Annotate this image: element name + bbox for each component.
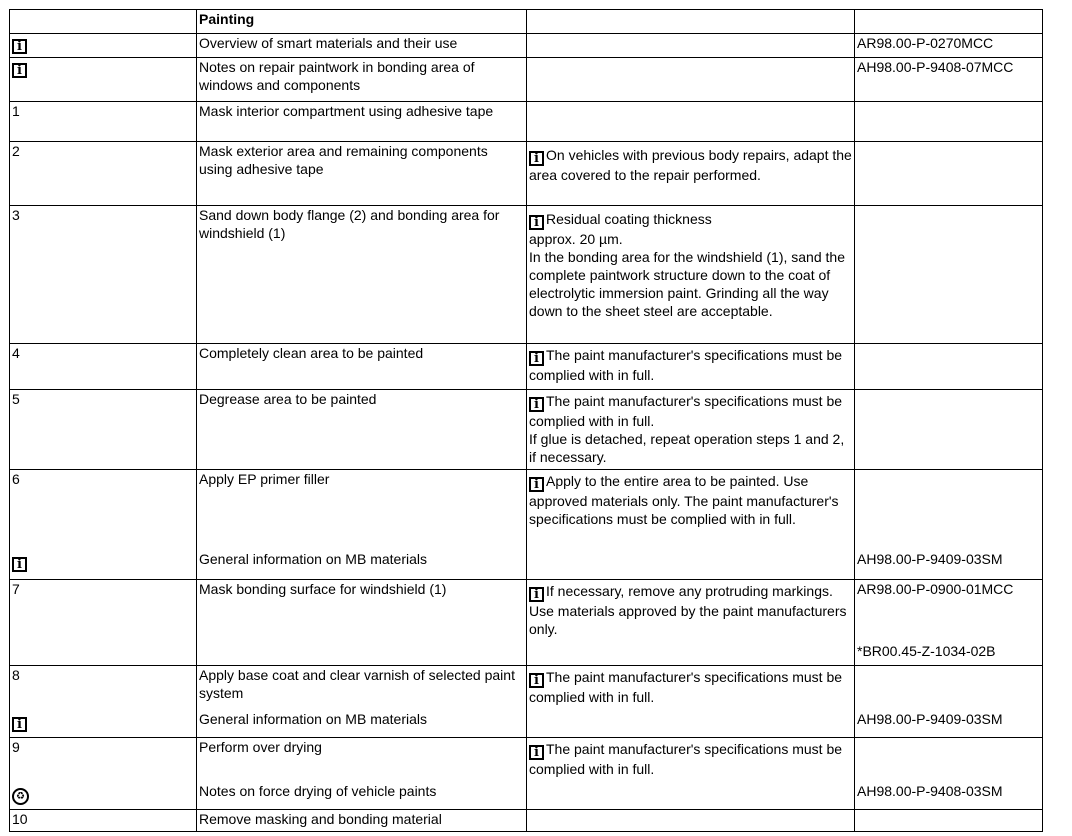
info-icon: i: [529, 397, 544, 412]
info-icon: i: [529, 673, 544, 688]
table-row: [10, 738, 1043, 810]
note-text: The paint manufacturer's specifications must be complied with in full.: [529, 741, 843, 777]
info-icon: i: [529, 477, 544, 492]
note-text: Residual coating thickness: [546, 211, 712, 227]
document-reference-link[interactable]: AH98.00-P-9408-03SM: [857, 783, 1003, 799]
header-step-cell: [10, 10, 197, 34]
table-row: [10, 470, 1043, 580]
operation-text: Apply base coat and clear varnish of selected paint system: [199, 667, 515, 701]
operation-text: Mask interior compartment using adhesive tape: [197, 102, 527, 142]
header-note-cell: [527, 10, 855, 34]
operation-text: Notes on repair paintwork in bonding area of windows and components: [197, 58, 527, 102]
section-title: Painting: [197, 10, 527, 34]
document-reference-link[interactable]: AR98.00-P-0900-01MCC: [857, 581, 1014, 597]
step-number: 6: [12, 471, 20, 487]
sub-operation-text: General information on MB materials: [199, 711, 427, 727]
note-text: approx. 20 µm.: [529, 231, 623, 247]
step-number: 5: [10, 390, 197, 470]
step-number: 4: [10, 344, 197, 390]
table-row: [10, 34, 1043, 58]
note-text: If necessary, remove any protruding markings. Use materials approved by the paint manufacturers only.: [529, 583, 847, 637]
operation-text: Perform over drying: [199, 739, 322, 755]
table-row: [10, 390, 1043, 470]
table-row: [10, 666, 1043, 738]
operation-text: Mask bonding surface for windshield (1): [197, 580, 527, 666]
info-icon: i: [12, 39, 27, 54]
note-text: Apply to the entire area to be painted. Use approved materials only. The paint manufacturer's specifications must be complied with in full.: [529, 473, 839, 527]
info-icon: i: [529, 215, 544, 230]
note-text: In the bonding area for the windshield (1), sand the complete paintwork structure down to the coat of electrolytic immersion paint. Grinding all the way down to the sheet steel are acceptable.: [529, 249, 845, 319]
sub-operation-text: General information on MB materials: [199, 551, 427, 567]
step-number: 1: [10, 102, 197, 142]
operation-text: Mask exterior area and remaining components using adhesive tape: [197, 142, 527, 206]
table-row: [10, 580, 1043, 666]
info-icon: i: [12, 557, 27, 572]
document-reference-link[interactable]: *BR00.45-Z-1034-02B: [857, 643, 996, 659]
info-icon: i: [529, 351, 544, 366]
step-number: 8: [12, 667, 20, 683]
operation-text: Apply EP primer filler: [199, 471, 330, 487]
document-reference-link[interactable]: AH98.00-P-9409-03SM: [857, 551, 1003, 567]
operation-text: Degrease area to be painted: [197, 390, 527, 470]
operation-text: Remove masking and bonding material: [197, 810, 527, 832]
table-row: [10, 206, 1043, 344]
painting-procedure-table: [9, 9, 1043, 832]
table-row: [10, 142, 1043, 206]
document-reference-link[interactable]: AR98.00-P-0270MCC: [855, 34, 1043, 58]
step-number: 10: [10, 810, 197, 832]
note-text: If glue is detached, repeat operation steps 1 and 2, if necessary.: [529, 431, 845, 465]
info-icon: i: [529, 745, 544, 760]
operation-text: Overview of smart materials and their use: [197, 34, 527, 58]
step-number: 7: [10, 580, 197, 666]
table-row: [10, 102, 1043, 142]
environment-icon: ♻: [12, 788, 29, 805]
sub-operation-text: Notes on force drying of vehicle paints: [199, 783, 437, 799]
info-icon: i: [529, 587, 544, 602]
info-icon: i: [12, 717, 27, 732]
note-text: The paint manufacturer's specifications must be complied with in full.: [529, 347, 843, 383]
document-reference-link[interactable]: AH98.00-P-9408-07MCC: [855, 58, 1043, 102]
info-icon: i: [529, 151, 544, 166]
table-header-row: [10, 10, 1043, 34]
operation-text: Sand down body flange (2) and bonding area for windshield (1): [197, 206, 527, 344]
step-number: 3: [10, 206, 197, 344]
note-text: The paint manufacturer's specifications must be complied with in full.: [529, 393, 843, 429]
table-row: [10, 344, 1043, 390]
header-ref-cell: [855, 10, 1043, 34]
step-number: 9: [12, 739, 20, 755]
document-reference-link[interactable]: AH98.00-P-9409-03SM: [857, 711, 1003, 727]
step-number: 2: [10, 142, 197, 206]
table-row: [10, 810, 1043, 832]
operation-text: Completely clean area to be painted: [197, 344, 527, 390]
table-row: [10, 58, 1043, 102]
note-text: On vehicles with previous body repairs, adapt the area covered to the repair performed.: [529, 147, 852, 183]
info-icon: i: [12, 63, 27, 78]
note-text: The paint manufacturer's specifications must be complied with in full.: [529, 669, 843, 705]
